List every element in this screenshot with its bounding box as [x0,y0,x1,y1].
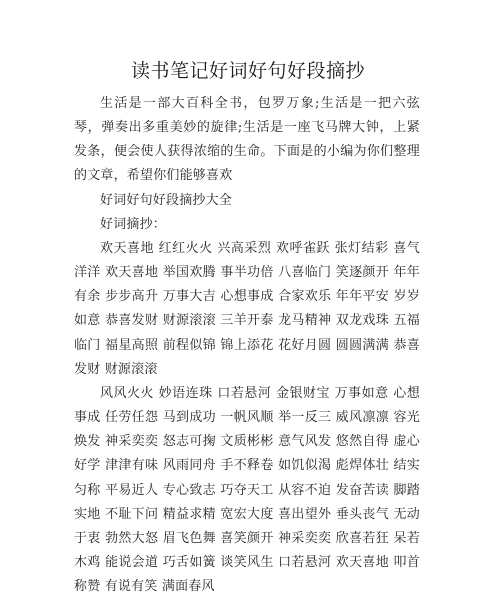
word-list-paragraph: 欢天喜地 红红火火 兴高采烈 欢呼雀跃 张灯结彩 喜气洋洋 欢天喜地 举国欢腾 事半功倍 八喜临门 笑逐颜开 年年有余 步步高升 万事大吉 心想事成 合家欢乐 年年平安 岁岁如意 恭喜发财 财源滚滚 三羊开泰 龙马精神 双龙戏珠 五福临门 福星高照 前程似锦 锦上添花 花好月圆 圆圆满满 恭喜发财 财源滚滚 [74,240,420,377]
subsection-heading: 好词摘抄： [100,216,167,232]
word-list-paragraph: 风风火火 妙语连珠 口若悬河 金银财宝 万事如意 心想事成 任劳任怨 马到成功 一帆风顺 举一反三 威风凛凛 容光焕发 神采奕奕 怒志可掬 文质彬彬 意气风发 悠然自得 虚心好学 津津有味 风雨同舟 手不释卷 如饥似渴 彪焊体壮 结实匀称 平易近人 专心致志 巧夺天工 从容不迫 发奋苦读 脚踏实地 不耻下问 精益求精 宽宏大度 喜出望外 垂头丧气 无动于衷 勃然大怒 眉飞色舞 喜笑颜开 神采奕奕 欣喜若狂 呆若木鸡 能说会道 巧舌如簧 谈笑风生 口若悬河 欢天喜地 叩首称赞 有说有笑 满面春风 [74,385,420,595]
document-body [74,92,420,599]
document-title: 读书笔记好词好句好段摘抄 [130,60,365,82]
intro-paragraph: 生活是一部大百科全书，包罗万象;生活是一把六弦琴，弹奏出多重美妙的旋律;生活是一座飞马牌大钟，上紧发条，便会使人获得浓缩的生命。下面是的小编为你们整理的文章，希望你们能够喜欢 [74,96,420,184]
section-heading: 好词好句好段摘抄大全 [100,192,233,208]
